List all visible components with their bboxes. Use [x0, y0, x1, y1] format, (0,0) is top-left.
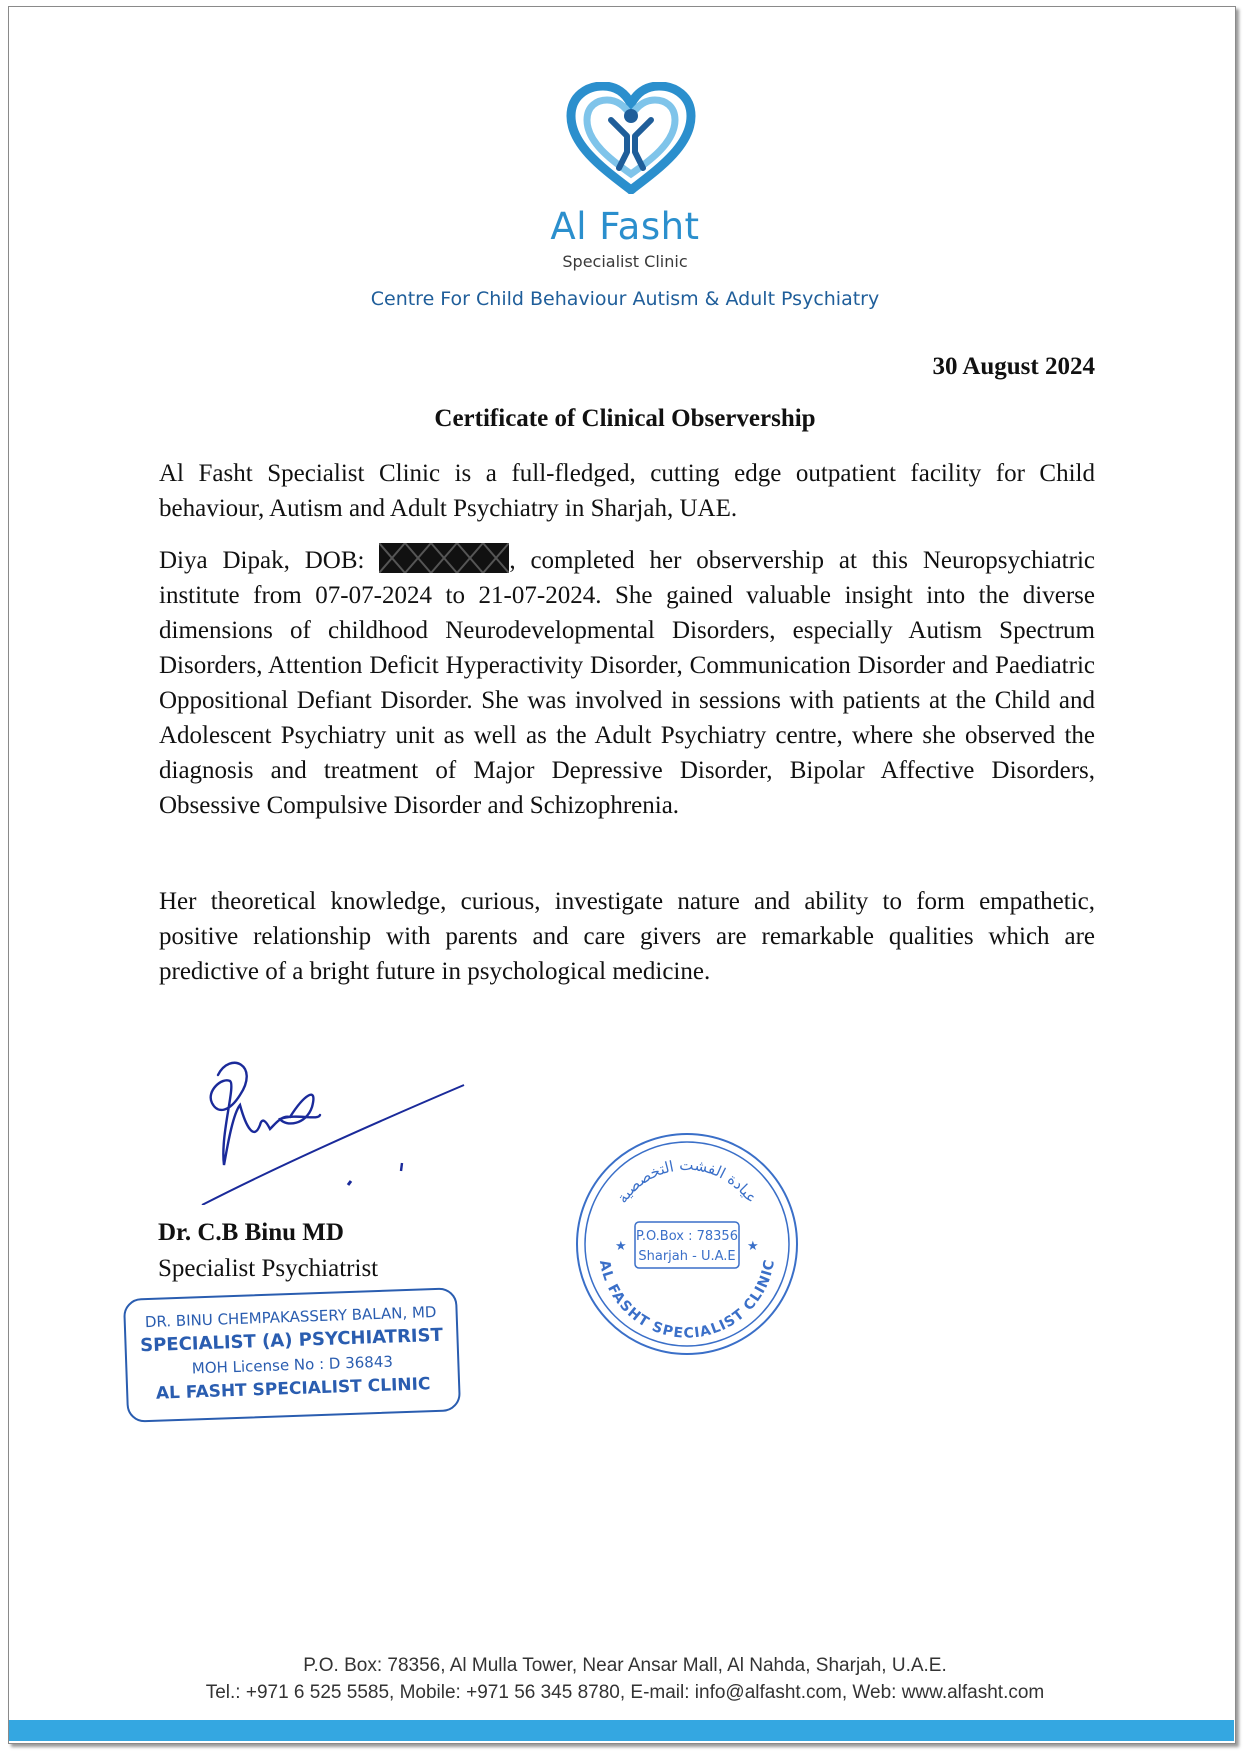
intro-paragraph: Al Fasht Specialist Clinic is a full-fledged, cutting edge outpatient facility for Child behaviour, Autism and Adult Psychiatry in Sharjah, UAE.: [159, 460, 1095, 522]
doctor-stamp: [123, 1287, 461, 1423]
recommendation-paragraph: Her theoretical knowledge, curious, investigate nature and ability to form empathetic, positive relationship with parents and care givers are remarkable qualities which are predictive of a bright future in psychological medicine.: [159, 888, 1095, 985]
doctor-stamp-license: MOH License No : D 36843: [191, 1352, 394, 1378]
signatory-title: Specialist Psychiatrist: [158, 1255, 379, 1282]
star-icon: ★: [747, 1238, 759, 1253]
letter-date: 30 August 2024: [932, 353, 1095, 380]
clinic-tagline: Centre For Child Behaviour Autism & Adult Psychiatry: [370, 288, 880, 310]
footer-contact: Tel.: +971 6 525 5585, Mobile: +971 56 345 8780, E-mail: info@alfasht.com, Web: www.alfasht.com: [205, 1682, 1045, 1703]
certificate-title: Certificate of Clinical Observership: [434, 405, 816, 432]
clinic-brand-subtitle: Specialist Clinic: [562, 252, 688, 271]
observership-paragraph-start: Diya Dipak, DOB:: [159, 547, 380, 574]
redacted-dob-box: [379, 543, 509, 573]
star-icon: ★: [615, 1238, 627, 1253]
footer-address: P.O. Box: 78356, Al Mulla Tower, Near Ansar Mall, Al Nahda, Sharjah, U.A.E.: [303, 1655, 947, 1676]
observership-paragraph-rest: , completed her observership at this Neuropsychiatric institute from 07-07-2024 to 21-07-2024. She gained valuable insight into the diverse dimensions of childhood Neurodevelopmental Disorders, especially Autism Spectrum Disorders, Attention Deficit Hyperactivity Disorder, Communication Disorder and Paediatric Oppositional Defiant Disorder. She was involved in sessions with patients at the Child and Adolescent Psychiatry unit as well as the Adult Psychiatry centre, where she observed the diagnosis and treatment of Major Depressive Disorder, Bipolar Affective Disorders, Obsessive Compulsive Disorder and Schizophrenia.: [159, 547, 1095, 819]
clinic-stamp-pobox: P.O.Box : 78356: [636, 1229, 738, 1244]
footer-accent-bar: [9, 1720, 1234, 1741]
doctor-stamp-specialty: SPECIALIST (A) PSYCHIATRIST: [139, 1324, 444, 1357]
doctor-stamp-name: DR. BINU CHEMPAKASSERY BALAN, MD: [144, 1302, 437, 1332]
clinic-stamp-city: Sharjah - U.A.E: [638, 1249, 736, 1264]
heart-person-logo-icon: [565, 82, 697, 194]
clinic-stamp-outer-text: AL FASHT SPECIALIST CLINIC: [595, 1258, 778, 1342]
signatory-name: Dr. C.B Binu MD: [158, 1219, 344, 1246]
clinic-stamp-arabic: عيادة الفشت التخصصية: [613, 1155, 761, 1207]
doctor-stamp-clinic: AL FASHT SPECIALIST CLINIC: [155, 1374, 431, 1404]
observership-paragraph: [159, 543, 1095, 823]
handwritten-signature: [200, 1055, 480, 1205]
clinic-seal-stamp: [573, 1130, 801, 1358]
clinic-brand-name: Al Fasht: [550, 205, 700, 248]
